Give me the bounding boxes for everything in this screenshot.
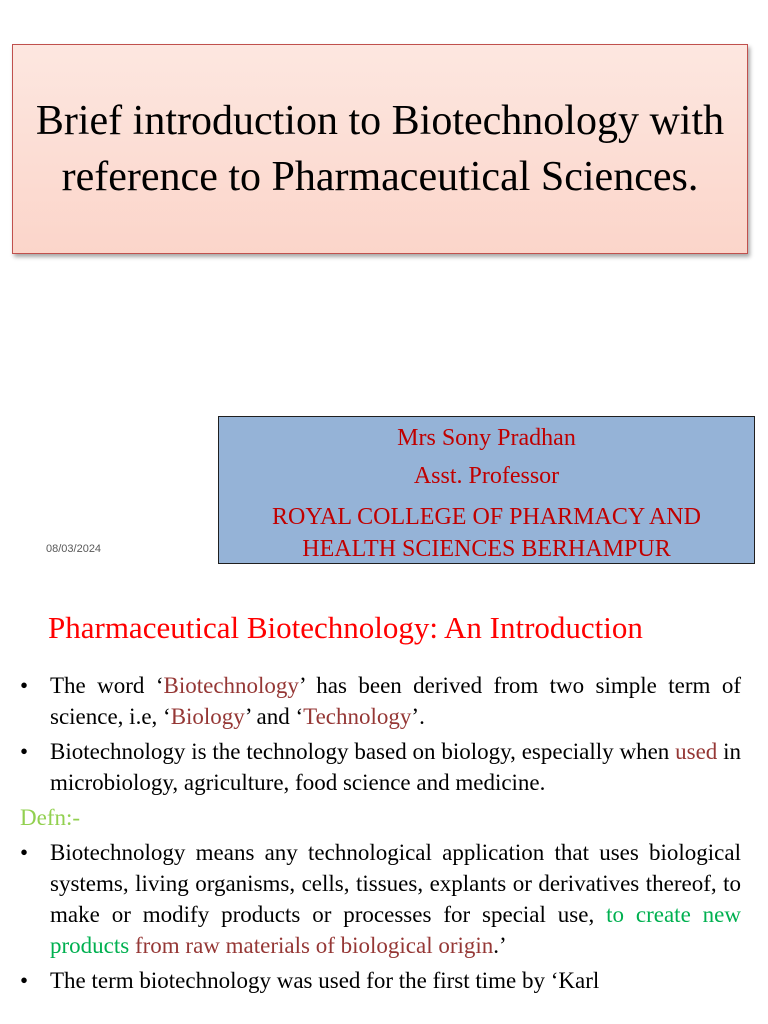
presenter-box — [218, 416, 755, 564]
text-run: Biotechnology means any technological application that uses biological systems, living organisms, cells, tissues, explants or derivatives thereof, to make or modify products or processes for special use, — [50, 840, 741, 927]
content-slide — [0, 576, 768, 1024]
highlight-phrase: to create new products — [50, 902, 742, 958]
highlight-term: Biotechnology — [163, 673, 299, 698]
text-run: ’ has been derived from two simple term of science, i.e, ‘ — [50, 673, 742, 729]
list-item — [0, 736, 741, 798]
bullet-icon: • — [20, 673, 29, 698]
highlight-term: used — [675, 739, 718, 764]
bullet-list — [0, 670, 768, 1000]
list-item — [0, 965, 741, 996]
presenter-name: Mrs Sony Pradhan — [397, 425, 576, 451]
text-run: ’. — [411, 704, 425, 729]
highlight-term: Biology — [170, 704, 245, 729]
slide-title: Brief introduction to Biotechnology with reference to Pharmaceutical Sciences. — [35, 98, 725, 200]
text-run: The term biotechnology was used for the first time by ‘Karl — [50, 968, 600, 993]
text-run: Biotechnology is the technology based on biology, especially when — [50, 739, 676, 764]
text-run: in microbiology, agriculture, food science and medicine. — [50, 739, 742, 795]
bullet-icon: • — [20, 739, 29, 764]
highlight-phrase: from raw materials of biological origin — [129, 933, 494, 958]
list-item — [0, 670, 741, 732]
section-heading: Pharmaceutical Biotechnology: An Introduction — [48, 610, 643, 645]
slide-date: 08/03/2024 — [46, 543, 102, 555]
presenter-designation: Asst. Professor — [413, 463, 560, 489]
list-item — [0, 837, 741, 961]
text-run: ’ and ‘ — [244, 704, 304, 729]
presenter-institution: ROYAL COLLEGE OF PHARMACY AND HEALTH SCIENCES BERHAMPUR — [272, 504, 701, 562]
definition-label: Defn:- — [20, 805, 81, 830]
text-run: .’ — [493, 933, 507, 958]
bullet-icon: • — [20, 968, 29, 993]
text-run: The word ‘ — [50, 673, 164, 698]
bullet-icon: • — [20, 840, 29, 865]
title-box — [12, 44, 748, 254]
highlight-term: Technology — [303, 704, 412, 729]
